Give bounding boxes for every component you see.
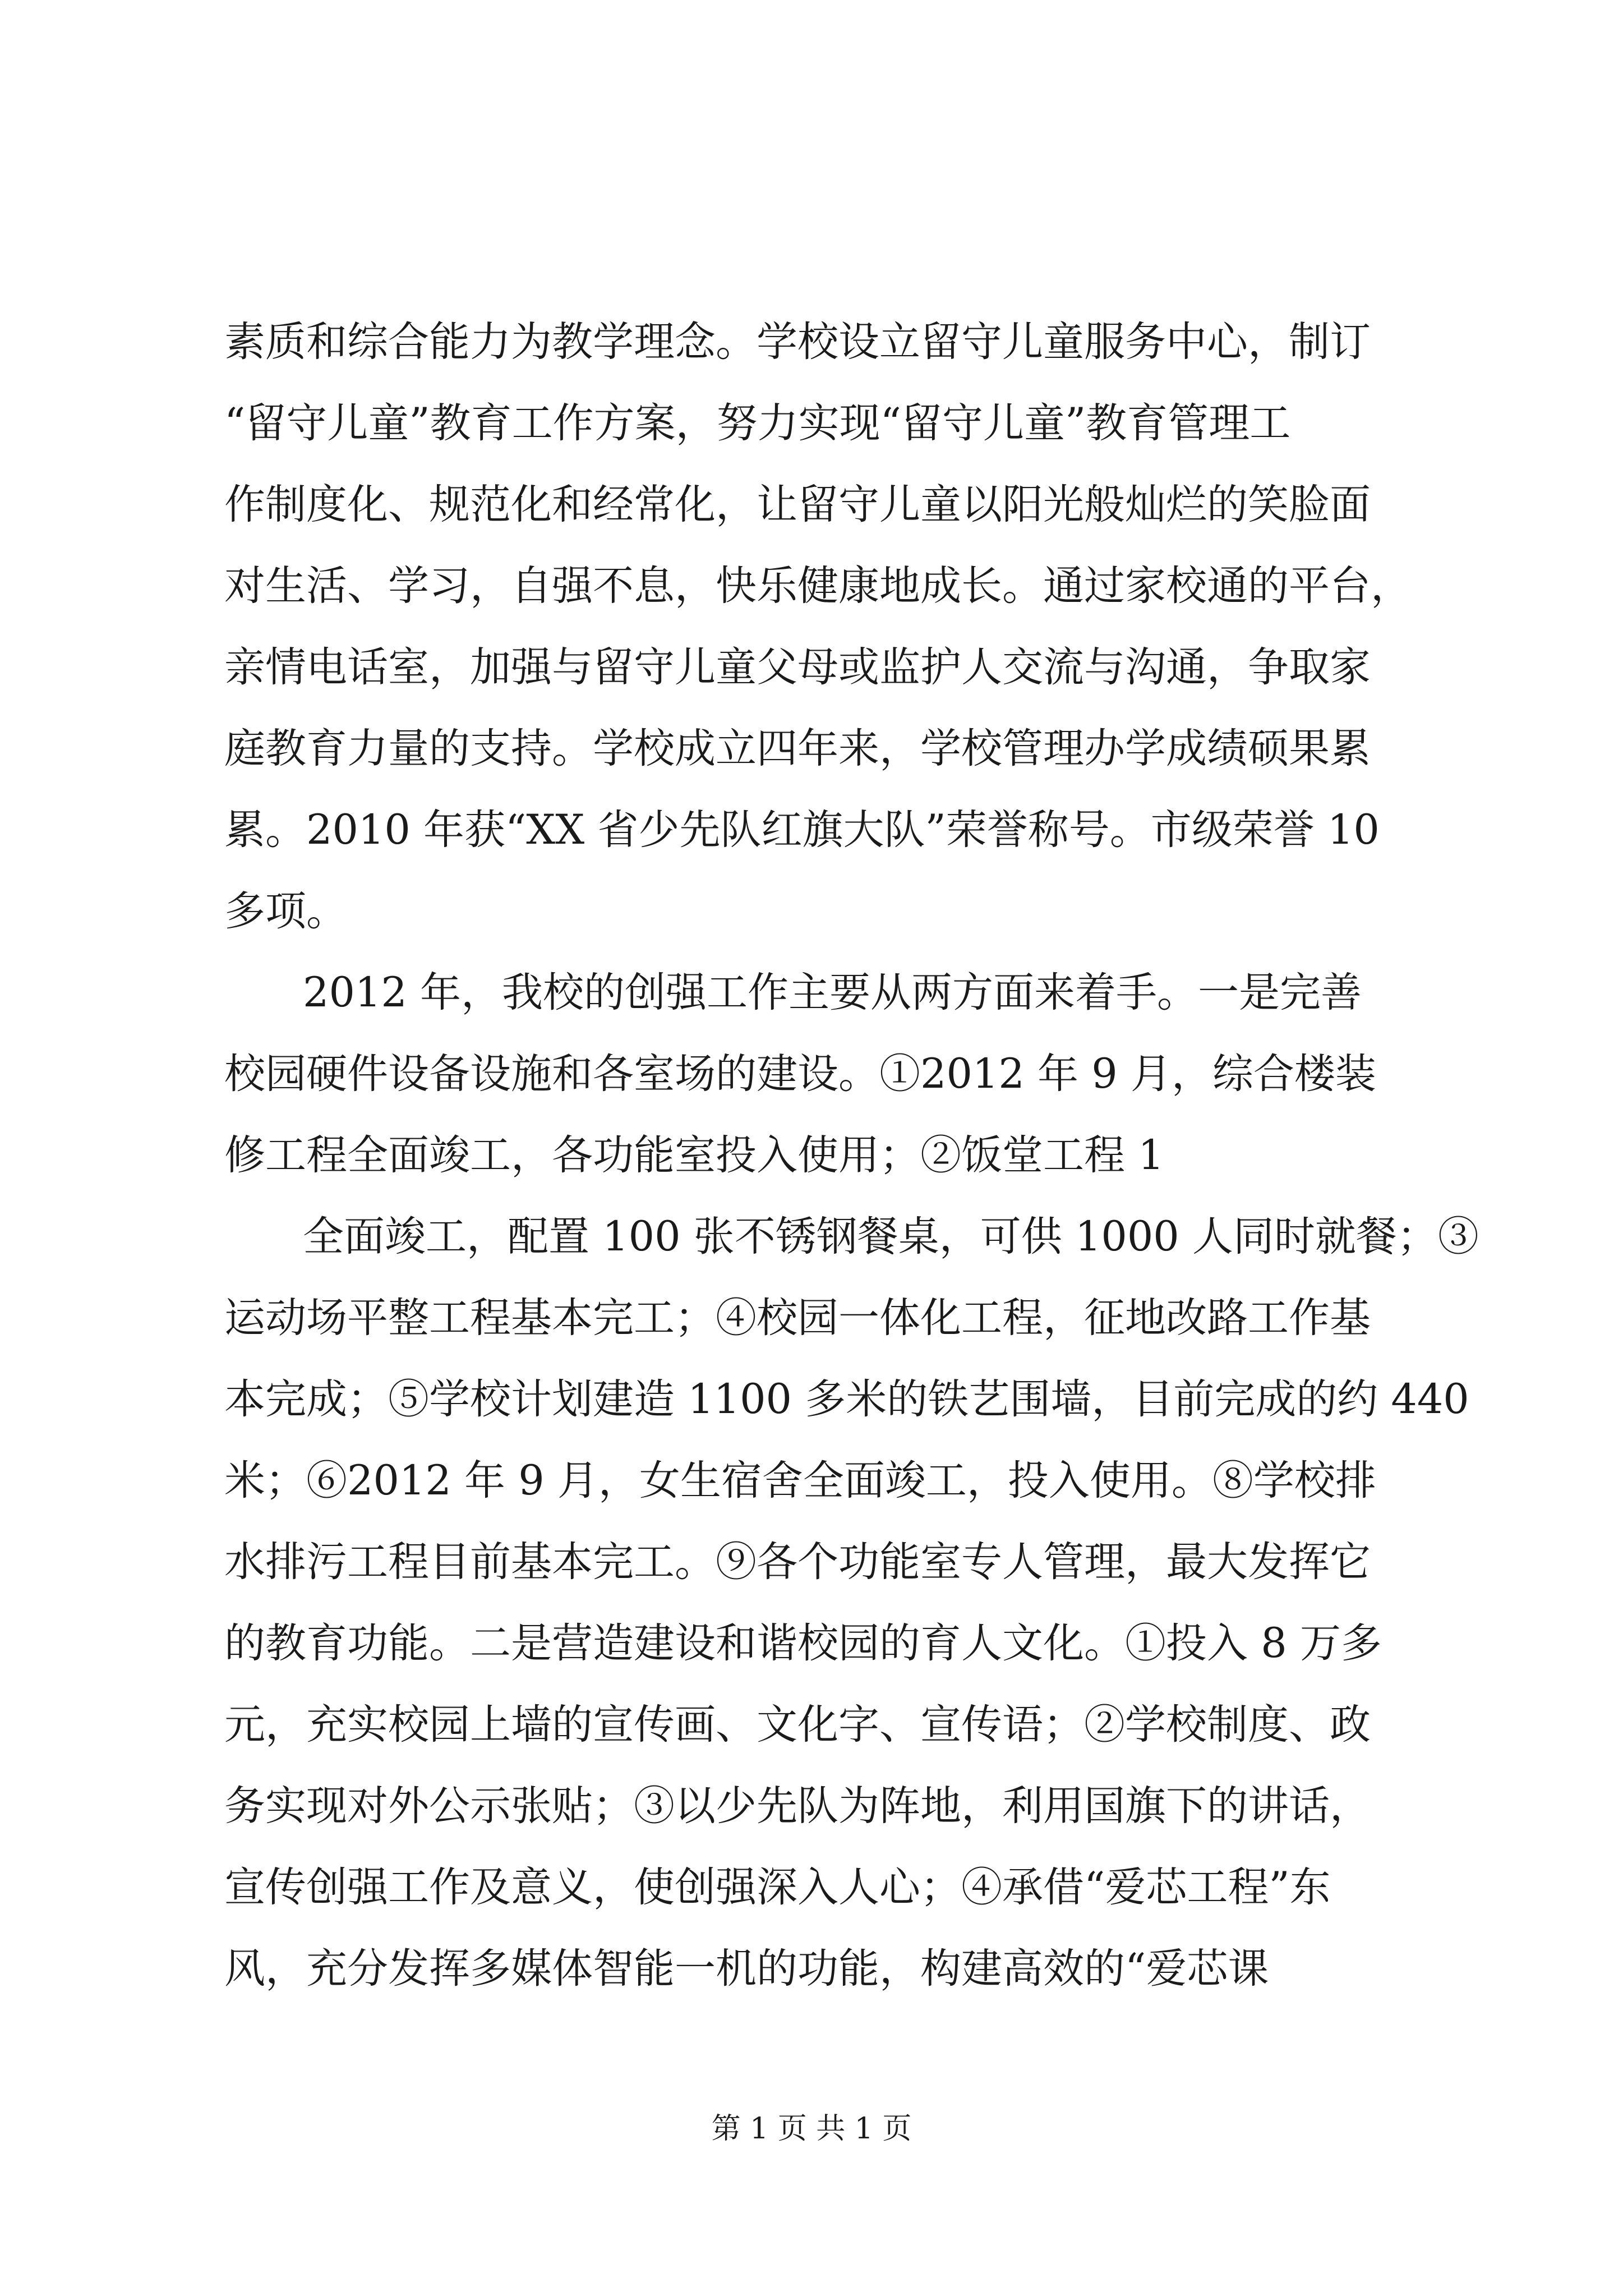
text-line: 素质和综合能力为教学理念。学校设立留守儿童服务中心，制订 xyxy=(224,318,1371,366)
text-line: 元，充实校园上墙的宣传画、文化字、宣传语；②学校制度、政 xyxy=(224,1701,1371,1749)
text-line: 对生活、学习，自强不息，快乐健康地成长。通过家校通的平台， xyxy=(224,562,1412,610)
paragraph-first-line: 2012 年，我校的创强工作主要从两方面来着手。一是完善 xyxy=(303,969,1362,1016)
text-line: 务实现对外公示张贴；③以少先队为阵地，利用国旗下的讲话， xyxy=(224,1782,1371,1830)
text-line: 亲情电话室，加强与留守儿童父母或监护人交流与沟通，争取家 xyxy=(224,643,1371,691)
text-line: “留守儿童”教育工作方案，努力实现“留守儿童”教育管理工 xyxy=(224,399,1291,447)
text-line: 累。2010 年获“XX 省少先队红旗大队”荣誉称号。市级荣誉 10 xyxy=(224,806,1380,854)
text-line: 本完成；⑤学校计划建造 1100 多米的铁艺围墙，目前完成的约 440 xyxy=(224,1375,1469,1423)
text-line: 风，充分发挥多媒体智能一机的功能，构建高效的“爱芯课 xyxy=(224,1945,1269,1993)
text-line: 米；⑥2012 年 9 月，女生宿舍全面竣工，投入使用。⑧学校排 xyxy=(224,1457,1376,1504)
text-line: 庭教育力量的支持。学校成立四年来，学校管理办学成绩硕果累 xyxy=(224,725,1371,772)
text-line: 多项。 xyxy=(224,887,347,935)
text-line: 水排污工程目前基本完工。⑨各个功能室专人管理，最大发挥它 xyxy=(224,1538,1371,1586)
text-line: 的教育功能。二是营造建设和谐校园的育人文化。①投入 8 万多 xyxy=(224,1619,1382,1667)
text-line: 宣传创强工作及意义，使创强深入人心；④承借“爱芯工程”东 xyxy=(224,1864,1331,1911)
text-line: 作制度化、规范化和经常化，让留守儿童以阳光般灿烂的笑脸面 xyxy=(224,481,1371,528)
text-line: 校园硬件设备设施和各室场的建设。①2012 年 9 月，综合楼装 xyxy=(224,1050,1376,1098)
text-line: 运动场平整工程基本完工；④校园一体化工程，征地改路工作基 xyxy=(224,1294,1371,1342)
text-line: 修工程全面竣工，各功能室投入使用；②饭堂工程 1 xyxy=(224,1131,1164,1179)
paragraph-first-line: 全面竣工，配置 100 张不锈钢餐桌，可供 1000 人同时就餐；③ xyxy=(303,1213,1479,1260)
page-footer: 第 1 页 共 1 页 xyxy=(711,2112,912,2146)
